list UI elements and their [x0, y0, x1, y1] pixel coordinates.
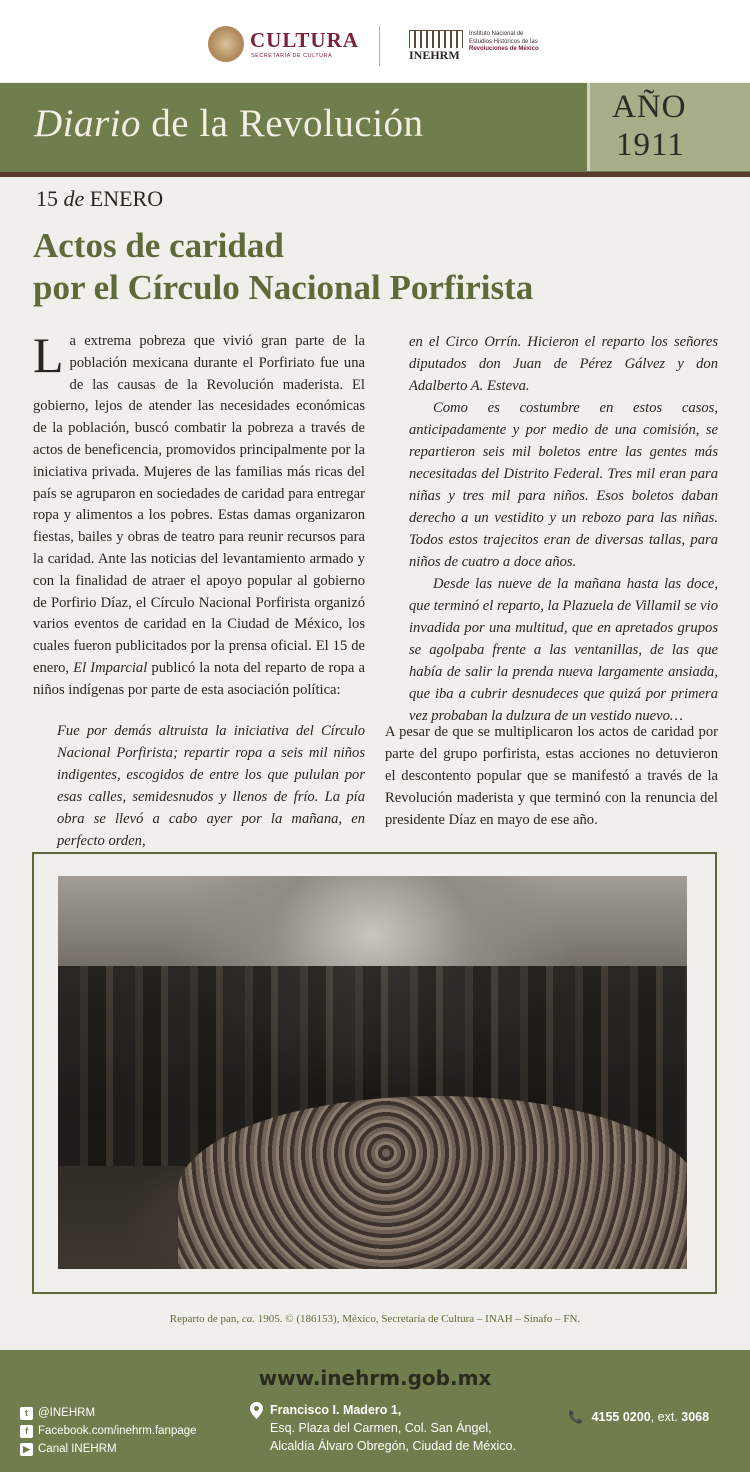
date-day: 15 — [36, 186, 58, 211]
address-block — [250, 1401, 516, 1455]
twitter-handle: @INEHRM — [38, 1407, 96, 1419]
left-paragraph: a extrema pobreza que vivió gran parte de la población mexicana durante el Porfiriato fue una de las causas de la Revolución maderista. El gobierno, lejos de atender las necesidades económicas de la población, buscó combatir la pobreza a través de actos de beneficencia, promovidos principalmente por la iniciativa privada. Mujeres de las familias más ricas del país se agruparon en sociedades de caridad para entregar ropa y alimentos a los pobres. Estas damas organizaron fiestas, bailes y obras de teatro para reunir recursos para la caridad. Ante las noticias del levantamiento armado y con la finalidad de atraer el apoyo popular al gobierno de Porfirio Díaz, el Círculo Nacional Porfirista organizó varios eventos de caridad en la Ciudad de México, los cuales fueron publicitados por la prensa oficial. El 15 de enero, — [33, 333, 365, 676]
building-icon — [409, 30, 463, 48]
youtube-channel: Canal INEHRM — [38, 1443, 117, 1455]
photo-caption — [0, 1313, 750, 1325]
banner-title-rest: de la Revolución — [141, 102, 424, 145]
address-line3: Alcaldía Álvaro Obregón, Ciudad de México. — [270, 1439, 516, 1453]
left-quote: Fue por demás altruista la iniciativa del Círculo Nacional Porfirista; repartir ropa a seis mil niños indigentes, escogidos de entre los que pululan por esas calles, semidesnudos y llenos de frío. La pía obra se llevó a cabo ayer por la mañana, en perfecto orden, — [57, 723, 365, 849]
address-line1: Francisco I. Madero 1, — [270, 1403, 402, 1417]
right-quote-p1: en el Circo Orrín. Hicieron el reparto los señores diputados don Juan de Pérez Gálvez y don Adalberto A. Esteva. — [409, 334, 718, 394]
historic-photo — [58, 876, 687, 1269]
twitter-link[interactable] — [20, 1404, 197, 1422]
date-de: de — [63, 186, 85, 211]
mexico-seal-icon — [208, 26, 244, 62]
phone-ext-label: , ext. — [650, 1410, 678, 1424]
headline-line2: por el Círculo Nacional Porfirista — [33, 268, 534, 307]
cultura-name: CULTURA — [250, 28, 359, 52]
facebook-url: Facebook.com/inehrm.fanpage — [38, 1425, 197, 1437]
dropcap: L — [33, 327, 64, 383]
caption-ca: ca. — [241, 1313, 256, 1325]
right-quote-p3: Desde las nueve de la mañana hasta las doce, que terminó el reparto, la Plazuela de Villamil se vio invadida por una multitud, que en apretados grupos se agolpaba frente a las ventanillas, de las que había de salir la prenda nueva largamente ansiada, que iba a cubrir desnudeces que quizá por primera vez probaban la dulzura de un vestido nuevo… — [409, 576, 718, 724]
phone-ext: 3068 — [681, 1410, 710, 1424]
year-box — [587, 83, 750, 171]
inehrm-fullname — [469, 31, 549, 54]
phone-number: 4155 0200 — [591, 1410, 651, 1424]
cultura-subtitle: SECRETARÍA DE CULTURA — [251, 53, 333, 59]
article-left-column — [33, 327, 365, 702]
year-label: AÑO — [612, 89, 687, 125]
youtube-icon: ▶ — [20, 1443, 33, 1456]
right-quote — [409, 331, 718, 727]
newspaper-name: El Imparcial — [73, 659, 148, 676]
website-link[interactable]: www.inehrm.gob.mx — [258, 1366, 492, 1390]
right-quote-p2: Como es costumbre en estos casos, anticipadamente y por medio de una comisión, se repartieron seis mil boletos entre las gentes más necesitadas del Distrito Federal. Tres mil eran para niñas y tres mil para niños. Esos boletos daban derecho a un vestidito y un rebozo para las niñas. Todos estos trajecitos eran de diversas tallas, para niños de cuatro a doce años. — [409, 400, 718, 570]
header-logos — [0, 0, 750, 82]
caption-rest: 1905. © (186153), México, Secretaría de Cultura – INAH – Sinafo – FN. — [257, 1313, 581, 1325]
logo-divider — [379, 26, 380, 66]
facebook-icon: f — [20, 1425, 33, 1438]
date-month: ENERO — [89, 186, 164, 211]
banner-divider — [0, 172, 750, 177]
left-paragraph-end: publicó la nota del reparto de ropa a niños indígenas por parte de esta asociación política: — [33, 659, 365, 698]
inehrm-line1: Instituto Nacional de — [469, 31, 524, 37]
banner-title — [34, 101, 424, 146]
inehrm-line2: Estudios Históricos de las — [469, 38, 538, 45]
inehrm-logo[interactable] — [407, 30, 547, 62]
address-line2: Esq. Plaza del Carmen, Col. San Ángel, — [270, 1421, 492, 1435]
cultura-logo[interactable] — [208, 26, 368, 66]
facebook-link[interactable] — [20, 1422, 197, 1440]
banner-title-italic: Diario — [34, 102, 142, 145]
phone-block[interactable] — [568, 1410, 709, 1425]
article-date — [36, 186, 163, 212]
twitter-icon: t — [20, 1407, 33, 1420]
inehrm-line3: Revoluciones de México — [469, 46, 539, 52]
phone-icon: 📞 — [568, 1410, 584, 1424]
article-headline — [33, 225, 723, 309]
year-value: 1911 — [616, 127, 685, 163]
inehrm-abbr: INEHRM — [409, 48, 460, 62]
headline-line1: Actos de caridad — [33, 226, 284, 265]
right-closing-paragraph: A pesar de que se multiplicaron los actos de caridad por parte del grupo porfirista, estas acciones no detuvieron el descontento popular que se manifestó a través de la Revolución maderista y que terminó con la renuncia del presidente Díaz en mayo de ese año. — [385, 724, 718, 828]
social-links — [20, 1404, 197, 1458]
location-pin-icon — [250, 1402, 263, 1419]
youtube-link[interactable] — [20, 1440, 197, 1458]
caption-start: Reparto de pan, — [169, 1313, 240, 1325]
